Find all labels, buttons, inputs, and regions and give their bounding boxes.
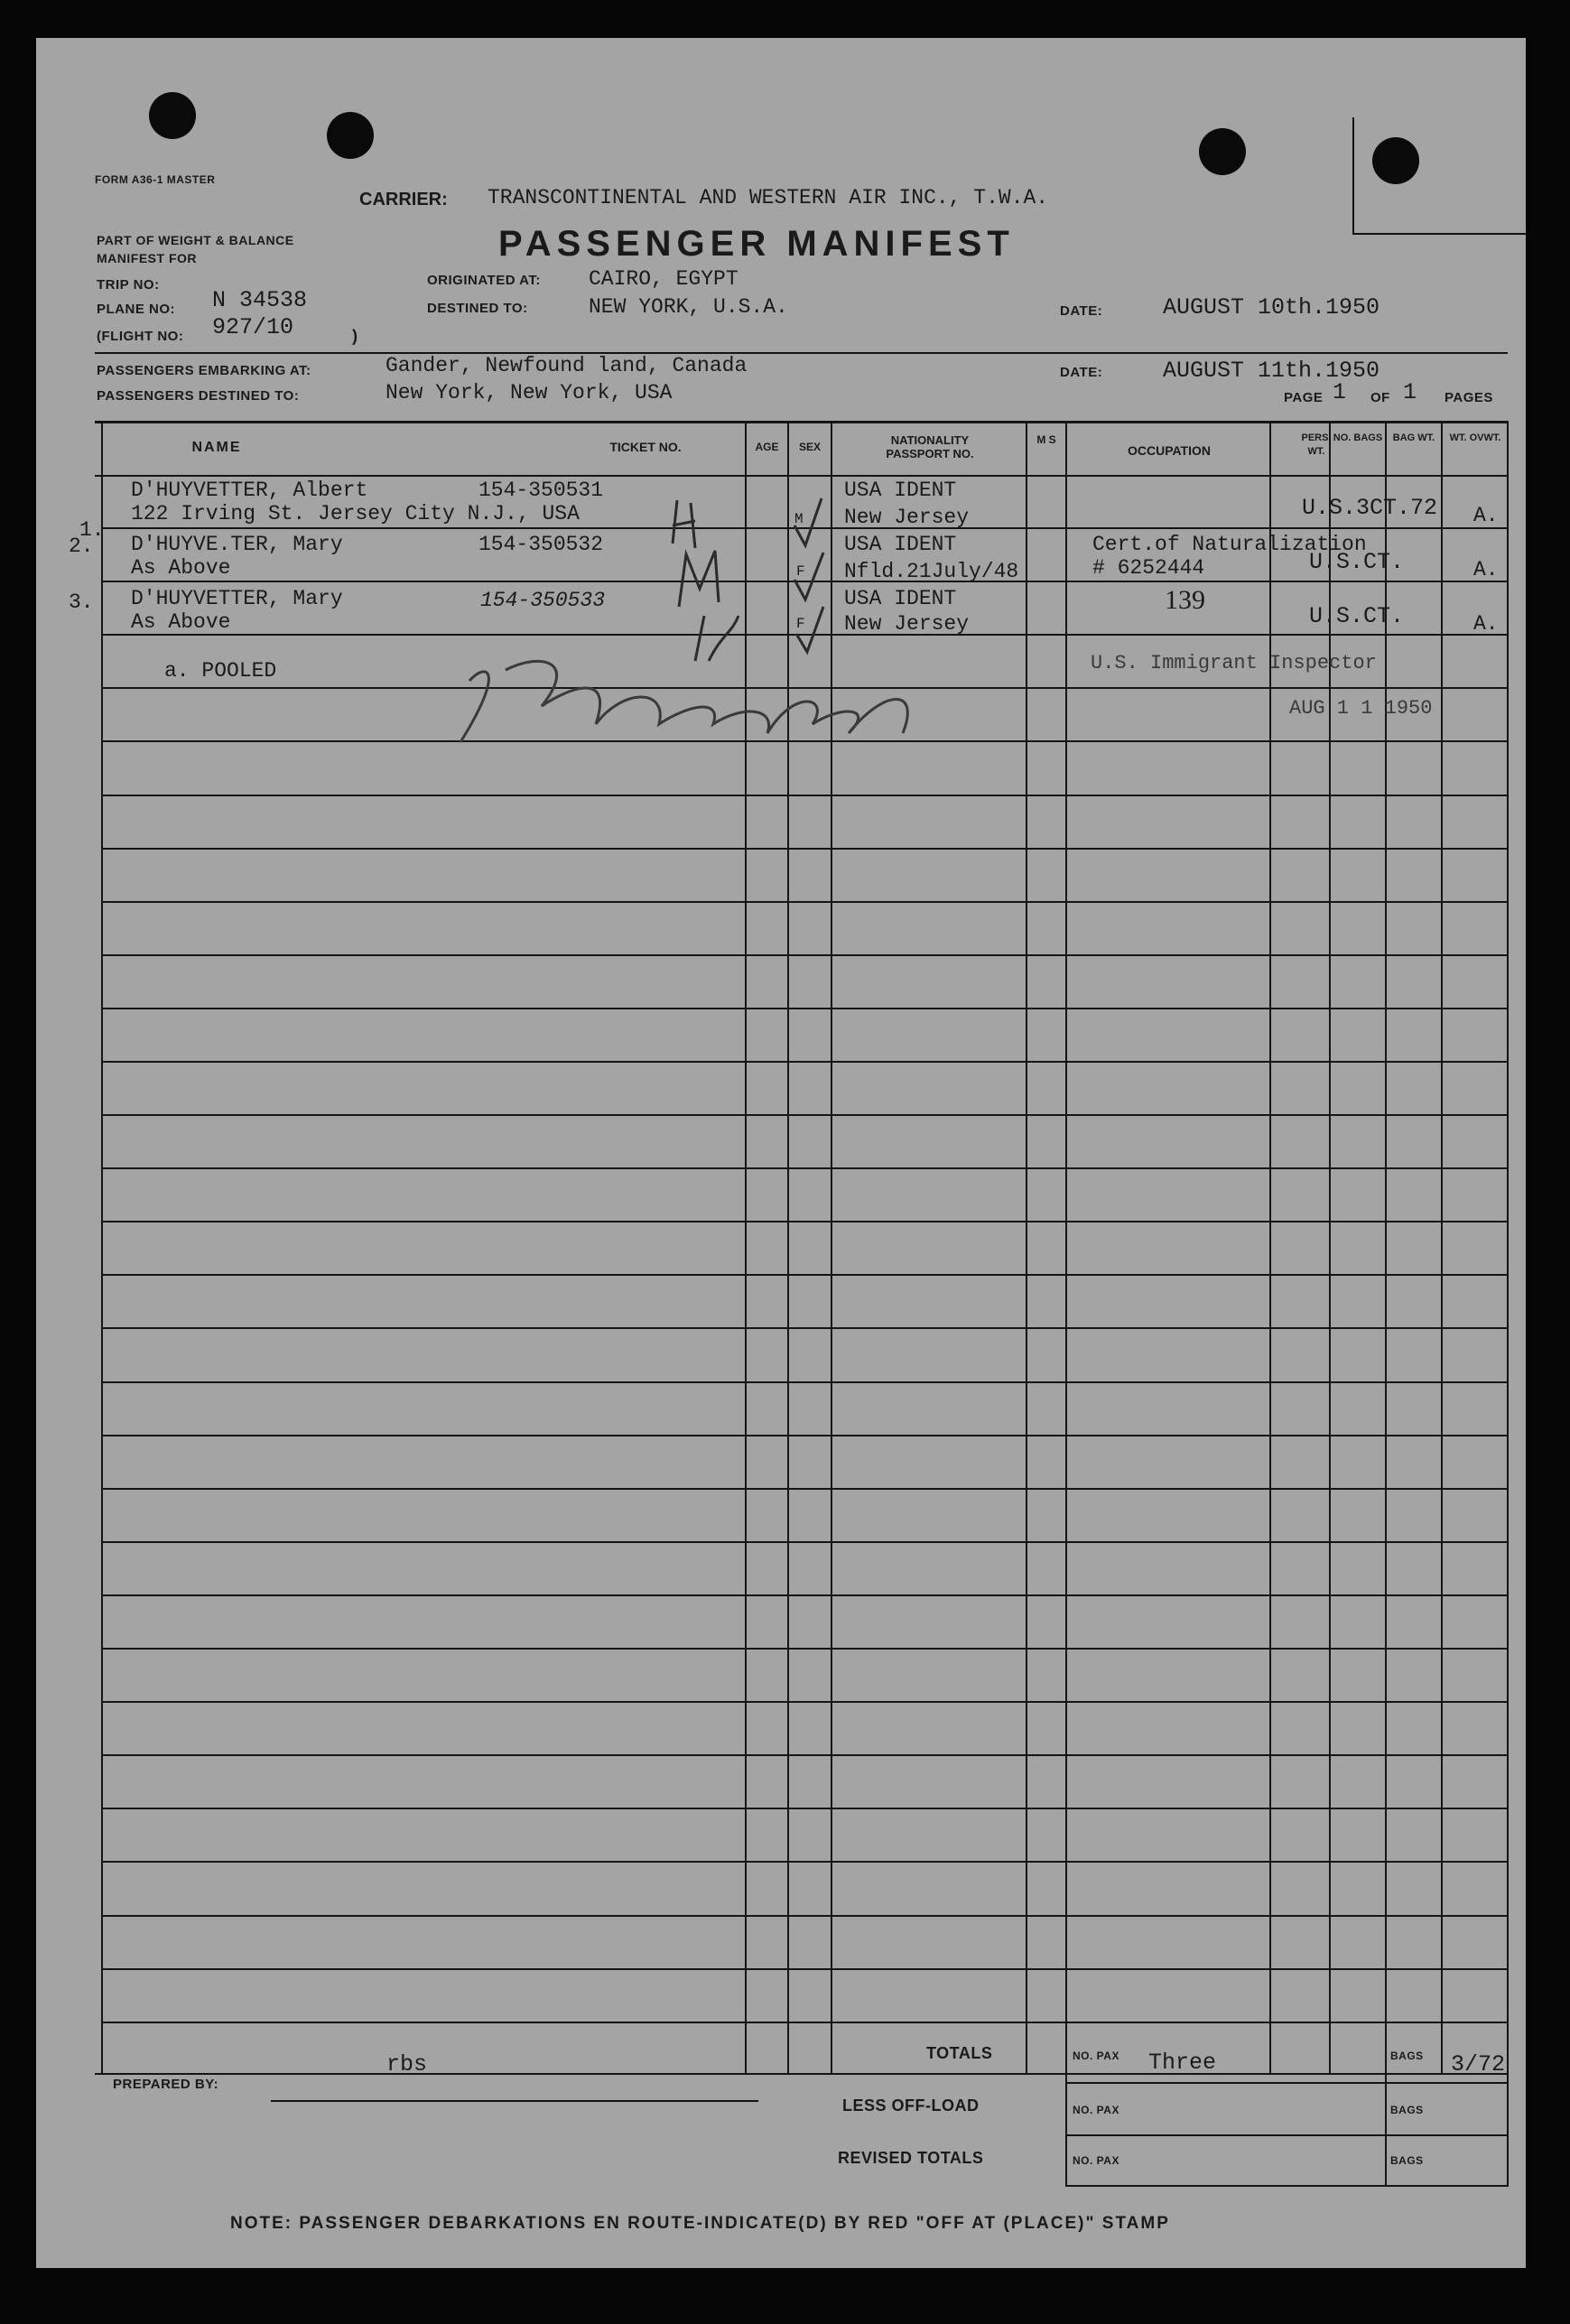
table-row-rule: [101, 1061, 1508, 1063]
carrier-value: TRANSCONTINENTAL AND WESTERN AIR INC., T.W.A.: [488, 186, 1049, 209]
col-header-ticket: TICKET NO.: [609, 440, 682, 454]
embark-date-value: AUGUST 11th.1950: [1163, 358, 1380, 384]
table-row-rule: [101, 1541, 1508, 1543]
bag-info: U.S.CT.: [1309, 603, 1405, 629]
table-row-rule: [101, 901, 1508, 903]
age-checkmarks: [794, 498, 823, 652]
prepared-by-value: rbs: [386, 2051, 428, 2078]
embarking-value: Gander, Newfound land, Canada: [386, 354, 748, 377]
handwritten-marks: [36, 38, 1526, 851]
passport: New Jersey: [844, 612, 970, 636]
passenger-name: D'HUYVE.TER, Mary: [131, 533, 343, 556]
table-row-rule: [101, 1968, 1508, 1970]
manifest-for-label: MANIFEST FOR: [97, 251, 197, 265]
col-header-no-bags: NO. BAGS: [1333, 432, 1383, 443]
bags-label: BAGS: [1390, 2104, 1424, 2116]
passengers-destined-value: New York, New York, USA: [386, 381, 673, 404]
occupation: 139: [1165, 585, 1205, 615]
col-header-pers-wt: PERS. WT.: [1301, 432, 1332, 457]
passenger-address: As Above: [131, 610, 231, 634]
trip-label: TRIP NO:: [97, 277, 160, 293]
embark-date-label: DATE:: [1060, 365, 1103, 380]
occupation-detail: # 6252444: [1092, 556, 1205, 580]
pooled-note: a. POOLED: [164, 659, 277, 683]
table-row-rule: [101, 1381, 1508, 1383]
overweight: A.: [1473, 558, 1499, 581]
col-header-name: NAME: [191, 440, 242, 455]
occupation: Cert.of Naturalization: [1092, 533, 1367, 556]
col-header-ms: M S: [1036, 433, 1056, 446]
table-row-rule: [101, 1114, 1508, 1116]
totals-box-line: [1385, 2033, 1387, 2187]
destined-value: NEW YORK, U.S.A.: [589, 295, 788, 319]
totals-bags: 3/72: [1451, 2051, 1506, 2078]
footer-note: NOTE: PASSENGER DEBARKATIONS EN ROUTE-INDICATE(D) BY RED "OFF AT (PLACE)" STAMP: [230, 2214, 1170, 2233]
page-label: PAGE: [1284, 390, 1324, 405]
prepared-by-line: [271, 2100, 758, 2102]
flight-close: ): [352, 327, 358, 345]
page-number: 1: [1333, 379, 1347, 405]
table-row-rule: [101, 1754, 1508, 1756]
bags-label: BAGS: [1390, 2050, 1424, 2062]
flight-value: 927/10: [212, 314, 294, 340]
passenger-address: 122 Irving St. Jersey City N.J., USA: [131, 502, 580, 525]
table-row-rule: [101, 1594, 1508, 1596]
bag-info: U.S.3CT.72: [1302, 495, 1438, 521]
col-header-bag-wt: BAG WT.: [1392, 432, 1435, 443]
originated-value: CAIRO, EGYPT: [589, 267, 739, 291]
date-value: AUGUST 10th.1950: [1163, 294, 1380, 321]
inspector-stamp: U.S. Immigrant Inspector: [1091, 652, 1377, 674]
no-pax-label: NO. PAX: [1073, 2154, 1119, 2167]
page-title: PASSENGER MANIFEST: [498, 224, 1015, 264]
less-offload-label: LESS OFF-LOAD: [842, 2096, 980, 2115]
form-number: FORM A36-1 MASTER: [95, 173, 216, 186]
totals-label: TOTALS: [926, 2044, 993, 2062]
passengers-destined-label: PASSENGERS DESTINED TO:: [97, 388, 300, 404]
table-row-rule: [101, 2022, 1508, 2023]
passenger-number: 1.: [79, 518, 105, 542]
nationality: USA IDENT: [844, 533, 957, 556]
col-header-nationality: NATIONALITY PASSPORT NO.: [886, 433, 974, 460]
stamp-date: AUG 1 1 1950: [1289, 697, 1433, 720]
destined-label: DESTINED TO:: [427, 301, 528, 316]
ticket-initials: [673, 500, 739, 661]
passenger-sex: M: [794, 511, 804, 527]
passenger-number: 2.: [69, 535, 94, 558]
col-header-sex: SEX: [798, 441, 821, 453]
table-row-rule: [101, 1701, 1508, 1703]
table-row-rule: [101, 1167, 1508, 1169]
totals-box-line: [1065, 2134, 1508, 2136]
passenger-number: 3.: [69, 590, 94, 614]
passenger-sex: F: [796, 616, 805, 632]
no-pax-label: NO. PAX: [1073, 2050, 1119, 2062]
originated-label: ORIGINATED AT:: [427, 273, 541, 288]
ticket-number: 154-350531: [478, 479, 604, 502]
inspector-signature: [460, 661, 907, 742]
nationality: USA IDENT: [844, 587, 957, 610]
passenger-name: D'HUYVETTER, Albert: [131, 479, 368, 502]
date-label: DATE:: [1060, 303, 1103, 319]
table-row-rule: [101, 1327, 1508, 1329]
col-header-occupation: OCCUPATION: [1127, 443, 1212, 458]
flight-label: (FLIGHT NO:: [97, 329, 184, 344]
of-label: OF: [1370, 390, 1390, 405]
totals-box-line: [1065, 2185, 1508, 2187]
plane-label: PLANE NO:: [97, 302, 175, 317]
ticket-number: 154-350533: [480, 589, 606, 612]
page-total: 1: [1403, 379, 1417, 405]
weight-balance-label: PART OF WEIGHT & BALANCE: [97, 233, 294, 247]
table-row-rule: [101, 1221, 1508, 1222]
table-row-rule: [101, 1861, 1508, 1863]
totals-box-line: [1065, 2033, 1067, 2187]
revised-totals-label: REVISED TOTALS: [838, 2149, 984, 2167]
ticket-number: 154-350532: [478, 533, 604, 556]
col-header-age: AGE: [755, 441, 779, 453]
table-row-rule: [101, 1488, 1508, 1490]
table-row-rule: [101, 954, 1508, 956]
embarking-label: PASSENGERS EMBARKING AT:: [97, 363, 311, 378]
plane-value: N 34538: [212, 287, 308, 313]
totals-box-line: [1507, 2033, 1509, 2187]
totals-pax: Three: [1148, 2050, 1217, 2076]
manifest-page: [36, 38, 1526, 2268]
nationality: USA IDENT: [844, 479, 957, 502]
col-header-wt-ovwt: WT. OVWT.: [1449, 432, 1501, 443]
bag-info: U.S.CT.: [1309, 549, 1405, 575]
passenger-sex: F: [796, 563, 805, 580]
overweight: A.: [1473, 612, 1499, 636]
overweight: A.: [1473, 504, 1499, 527]
totals-box-line: [1065, 2082, 1508, 2084]
bags-label: BAGS: [1390, 2154, 1424, 2167]
passenger-name: D'HUYVETTER, Mary: [131, 587, 343, 610]
passport: New Jersey: [844, 506, 970, 529]
table-row-rule: [101, 1648, 1508, 1650]
prepared-by-label: PREPARED BY:: [113, 2077, 219, 2092]
table-row-rule: [101, 1435, 1508, 1436]
carrier-label: CARRIER:: [359, 190, 448, 209]
table-row-rule: [101, 1915, 1508, 1917]
no-pax-label: NO. PAX: [1073, 2104, 1119, 2116]
table-row-rule: [101, 1808, 1508, 1809]
table-bottom-border: [95, 2073, 1508, 2075]
table-row-rule: [101, 1008, 1508, 1009]
passenger-address: As Above: [131, 556, 231, 580]
passport: Nfld.21July/48: [844, 560, 1019, 583]
table-row-rule: [101, 1274, 1508, 1276]
pages-label: PAGES: [1445, 390, 1493, 405]
